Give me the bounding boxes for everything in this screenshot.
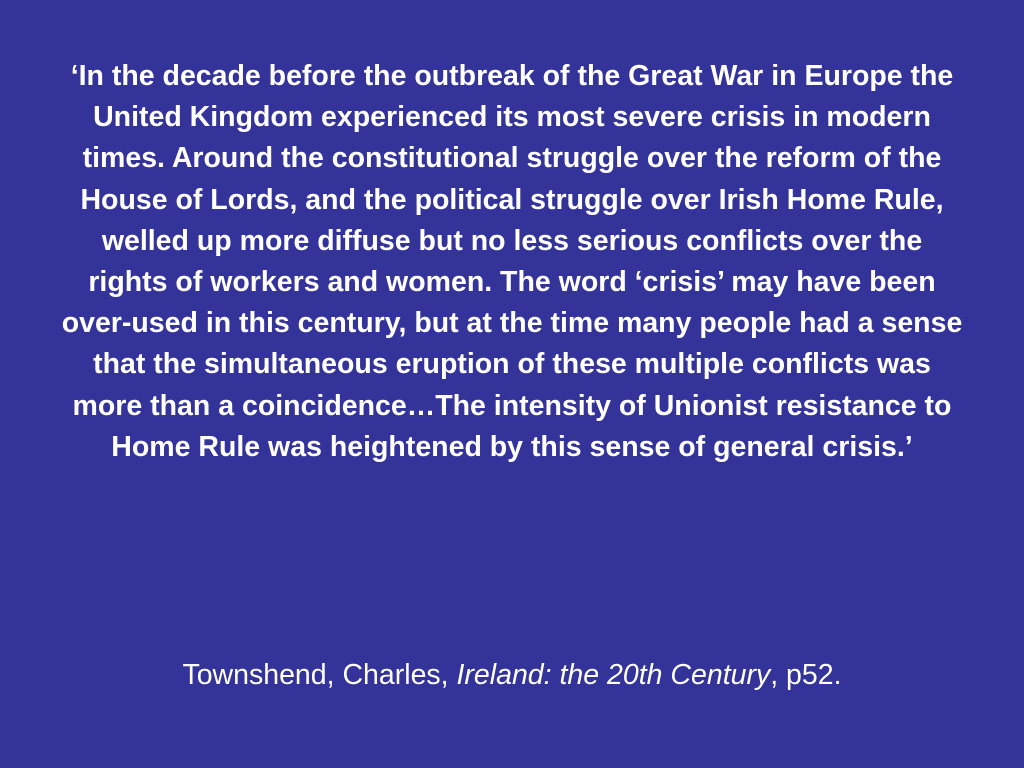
citation-author: Townshend, Charles, [182, 659, 457, 691]
citation [40, 655, 984, 695]
citation-page: , p52. [770, 659, 842, 691]
citation-title: Ireland: the 20th Century [456, 659, 771, 691]
quote-text: ‘In the decade before the outbreak of the Great War in Europe the United Kingdom experienced its most severe crisis in modern times. Around the constitutional struggle over the reform of the House of Lords, and the political struggle over Irish Home Rule, welled up more diffuse but no less serious conflicts over the rights of workers and women. The word ‘crisis’ may have been over-used in this century, but at the time many people had a sense that the simultaneous eruption of these multiple conflicts was more than a coincidence…The intensity of Unionist resistance to Home Rule was heightened by this sense of general crisis.’ [61, 60, 963, 463]
